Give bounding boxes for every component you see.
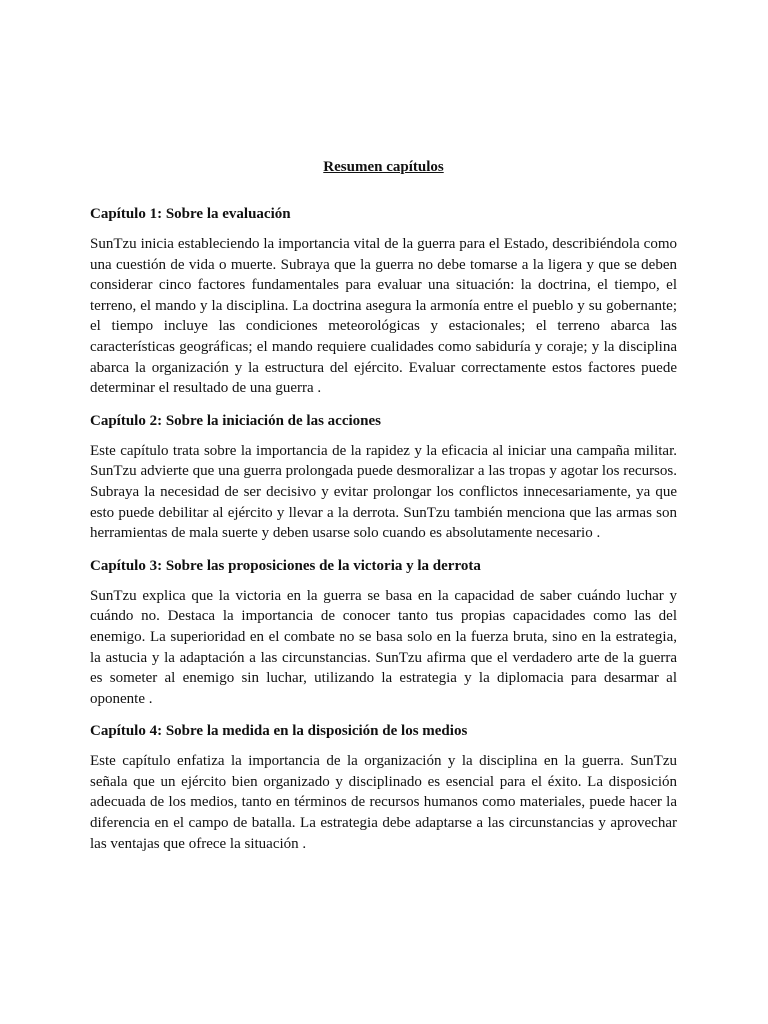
chapter-3-section <box>90 555 677 710</box>
chapter-2-section <box>90 410 677 544</box>
chapter-2-heading: Capítulo 2: Sobre la iniciación de las acciones <box>90 412 381 429</box>
chapter-1-heading: Capítulo 1: Sobre la evaluación <box>90 206 291 222</box>
document-title: Resumen capítulos <box>323 159 444 175</box>
document-page <box>90 156 677 865</box>
chapter-4-heading: Capítulo 4: Sobre la medida en la disposición de los medios <box>90 723 468 740</box>
chapter-1-body: SunTzu inicia estableciendo la importancia vital de la guerra para el Estado, describiéndola como una cuestión de vida o muerte. Subraya que la guerra no debe tomarse a la ligera y que se deben considerar cinco factores fundamentales para evaluar una situación: la doctrina, el tiempo, el terreno, el mando y la disciplina. La doctrina asegura la armonía entre el pueblo y su gobernante; el tiempo incluye las condiciones meteorológicas y estacionales; el terreno abarca las características geográficas; el mando requiere cualidades como sabiduría y coraje; y la disciplina abarca la organización y la estructura del ejército. Evaluar correctamente estos factores puede determinar el resultado de una guerra . <box>90 236 677 397</box>
chapter-4-body: Este capítulo enfatiza la importancia de la organización y la disciplina en la guerra. SunTzu señala que un ejército bien organizado y disciplinado es esencial para el éxito. La disposición adecuada de los medios, tanto en términos de recursos humanos como materiales, puede hacer la diferencia en el campo de batalla. La estrategia debe adaptarse a las circunstancias y aprovechar las ventajas que ofrece la situación . <box>90 753 677 852</box>
chapter-4-section <box>90 720 677 854</box>
chapter-2-body: Este capítulo trata sobre la importancia de la rapidez y la eficacia al iniciar una campaña militar. SunTzu advierte que una guerra prolongada puede desmoralizar a las tropas y agotar los recursos. Subraya la necesidad de ser decisivo y evitar prolongar los conflictos innecesariamente, ya que esto puede debilitar al ejército y llevar a la derrota. SunTzu también menciona que las armas son herramientas de mala suerte y deben usarse solo cuando es absolutamente necesario . <box>90 442 677 542</box>
chapter-3-heading: Capítulo 3: Sobre las proposiciones de la victoria y la derrota <box>90 557 481 574</box>
chapter-3-body: SunTzu explica que la victoria en la guerra se basa en la capacidad de saber cuándo luchar y cuándo no. Destaca la importancia de conocer tanto tus propias capacidades como las del enemigo. La superioridad en el combate no se basa solo en la fuerza bruta, sino en la estrategia, la astucia y la adaptación a las circunstancias. SunTzu afirma que el verdadero arte de la guerra es someter al enemigo sin luchar, utilizando la estrategia y la diplomacia para desarmar al oponente . <box>90 587 677 707</box>
chapter-1-section <box>90 203 677 399</box>
